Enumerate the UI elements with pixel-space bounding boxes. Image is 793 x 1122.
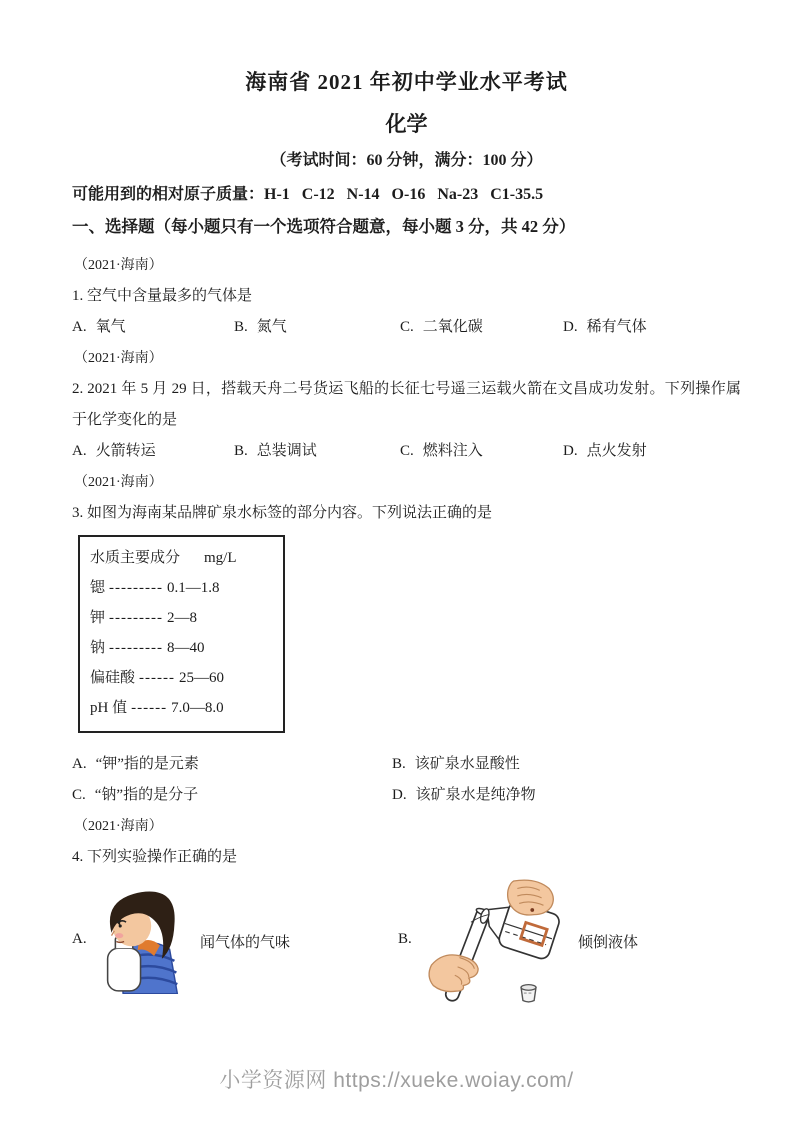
question1-source-tag: （2021·海南） <box>74 258 163 273</box>
question3-option-b: B. 该矿泉水显酸性 <box>392 756 520 772</box>
question2-source-tag: （2021·海南） <box>74 351 163 366</box>
question1-option-b: B. 氮气 <box>234 319 287 335</box>
exam-subject: 化学 <box>385 112 428 136</box>
question2-option-c: C. 燃料注入 <box>400 443 483 459</box>
question4-option-b-label: B. <box>398 931 412 947</box>
smelling-gas-caption: 闻气体的气味 <box>200 935 291 951</box>
question3-option-d: D. 该矿泉水是纯净物 <box>392 787 536 803</box>
question3-source-tag: （2021·海南） <box>74 475 163 490</box>
question2-options-row <box>72 436 741 467</box>
question1-options-row <box>72 312 741 343</box>
question2-option-a: A. 火箭转运 <box>72 443 156 459</box>
water-label-header: 水质主要成分 mg/L <box>90 550 237 566</box>
question4-stem: 4. 下列实验操作正确的是 <box>72 849 238 865</box>
pouring-liquid-figure <box>424 879 564 1024</box>
water-label-row-sodium: 钠 --------- 8—40 <box>90 640 205 656</box>
relative-atomic-mass-line: 可能用到的相对原子质量：H-1 C-12 N-14 O-16 Na-23 C1-35.5 <box>72 186 544 203</box>
smelling-gas-figure <box>96 887 188 994</box>
question4-option-a-label: A. <box>72 931 87 947</box>
question3-options-row2 <box>72 780 741 811</box>
question4-figures-row <box>72 879 741 1037</box>
question1-option-a: A. 氧气 <box>72 319 126 335</box>
water-label-row-ph: pH 值 ------ 7.0—8.0 <box>90 700 224 716</box>
question3-option-c: C. “钠”指的是分子 <box>72 787 199 803</box>
water-label-row-metasilicic-acid: 偏硅酸 ------ 25—60 <box>90 670 224 686</box>
mineral-water-label-table <box>78 535 285 733</box>
exam-time-score-info: （考试时间：60 分钟，满分：100 分） <box>270 152 543 169</box>
hand-holding-tube <box>429 955 478 992</box>
water-label-row-strontium: 锶 --------- 0.1—1.8 <box>90 580 220 596</box>
footer-watermark: 小学资源网 https://xueke.woiay.com/ <box>219 1069 574 1092</box>
question3-stem: 3. 如图为海南某品牌矿泉水标签的部分内容。下列说法正确的是 <box>72 505 493 521</box>
question2-stem: 2. 2021 年 5 月 29 日，搭载天舟二号货运飞船的长征七号遥三运载火箭在文昌成功发射。下列操作属于化学变化的是 <box>72 381 741 428</box>
hand-holding-bottle <box>508 880 554 915</box>
question3-option-a: A. “钾”指的是元素 <box>72 756 199 772</box>
water-label-row-potassium: 钾 --------- 2—8 <box>90 610 197 626</box>
boy-blush <box>115 933 123 938</box>
section-one-heading: 一、选择题（每小题只有一个选项符合题意，每小题 3 分，共 42 分） <box>72 217 576 236</box>
question4-source-tag: （2021·海南） <box>74 819 163 834</box>
exam-title: 海南省 2021 年初中学业水平考试 <box>245 70 568 94</box>
pouring-liquid-caption: 倾倒液体 <box>578 935 639 951</box>
question3-options-row1 <box>72 749 741 780</box>
question1-option-c: C. 二氧化碳 <box>400 319 483 335</box>
question2-option-d: D. 点火发射 <box>563 443 647 459</box>
bottle-stopper <box>521 985 536 1002</box>
question2-option-b: B. 总装调试 <box>234 443 317 459</box>
question1-option-d: D. 稀有气体 <box>563 319 647 335</box>
question1-stem: 1. 空气中含量最多的气体是 <box>72 288 253 304</box>
